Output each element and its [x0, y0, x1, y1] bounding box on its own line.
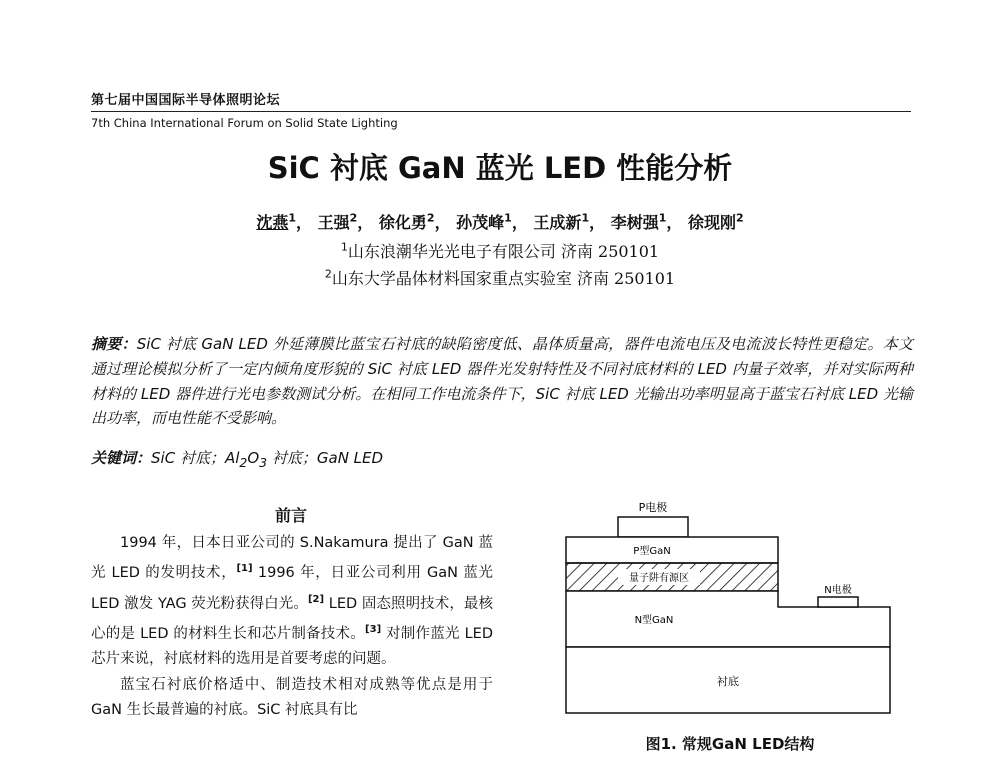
author-name: 李树强	[610, 213, 659, 232]
author-separator: ，	[511, 213, 528, 232]
author-name: 沈燕	[256, 213, 289, 232]
figure-caption: 图1. 常规GaN LED结构	[645, 735, 815, 753]
author-name: 徐现刚	[687, 213, 736, 232]
p-gan-layer	[566, 537, 778, 563]
paper-title: SiC 衬底 GaN 蓝光 LED 性能分析	[267, 151, 733, 185]
author-name: 王成新	[533, 213, 582, 232]
author-separator: ，	[434, 213, 451, 232]
n-gan-label: N型GaN	[634, 615, 674, 626]
paragraph-2: 蓝宝石衬底价格适中、制造技术相对成熟等优点是用于 GaN 生长最普遍的衬底。SiC 衬底具有比	[91, 676, 493, 718]
paragraph-1-part-c: LED 固态照明技术，最核心的是 LED 的材料生长和芯片制备技术。	[91, 595, 493, 642]
citation-1: [1]	[236, 563, 253, 575]
affiliation-1	[0, 239, 1000, 262]
affiliation-text: 山东大学晶体材料国家重点实验室 济南 250101	[331, 269, 676, 288]
n-electrode	[818, 597, 858, 607]
keywords	[91, 447, 383, 470]
n-electrode-label: N电极	[824, 585, 852, 596]
author-affiliation-mark: 1	[288, 211, 297, 225]
paragraph-1-part-a: 1994 年，日本日亚公司的 S.Nakamura 提出了 GaN 蓝光 LED 的发明技术，	[91, 535, 493, 582]
citation-2: [2]	[307, 593, 325, 605]
abstract	[91, 332, 913, 431]
keyword-sub-2: 2	[239, 455, 248, 470]
affiliation-mark: 1	[340, 240, 348, 254]
paragraph-1	[91, 531, 493, 673]
abstract-text: SiC 衬底 GaN LED 外延薄膜比蓝宝石衬底的缺陷密度低、晶体质量高，器件电流电压及电流波长特性更稳定。本文通过理论模拟分析了一定内倾角度形貌的 SiC 衬底 LED 器件光发射特性及不同衬底材料的 LED 内量子效率，并对实际两种材料的 LED 器件进行光电参数测试分析。在相同工作电流条件下，SiC 衬底 LED 光输出功率明显高于蓝宝石衬底 LED 光输出功率，而电性能不受影响。	[91, 335, 913, 428]
conference-name-en: 7th China International Forum on Solid State Lighting	[91, 116, 398, 130]
author-name: 王强	[317, 213, 350, 232]
p-electrode-label: P电极	[638, 501, 668, 514]
substrate-label: 衬底	[717, 675, 739, 688]
paragraph-1-part-b: 1996 年，日亚公司利用 GaN 蓝光 LED 激发 YAG 荧光粉获得白光。	[91, 565, 493, 612]
author-list	[0, 210, 1000, 233]
author-affiliation-mark: 2	[735, 211, 744, 225]
p-gan-label: P型GaN	[633, 546, 671, 557]
body-text	[91, 531, 493, 723]
author-affiliation-mark: 1	[504, 211, 512, 225]
author-separator: ，	[666, 213, 683, 232]
affiliation-2	[0, 266, 1000, 289]
p-electrode	[618, 517, 688, 537]
keyword-o: O	[247, 449, 260, 467]
keyword-sic: SiC 衬底；	[151, 449, 225, 467]
mqw-label: 量子阱有源区	[629, 573, 689, 584]
author-name: 孙茂峰	[456, 213, 505, 232]
author-separator: ，	[296, 213, 313, 232]
author-affiliation-mark: 1	[581, 211, 590, 225]
header-rule	[91, 111, 911, 112]
affiliation-mark: 2	[324, 267, 332, 281]
citation-3: [3]	[365, 623, 382, 635]
keywords-label: 关键词：	[91, 449, 152, 467]
paragraph-1-part-d: 对制作蓝光 LED 芯片来说，衬底材料的选用是首要考虑的问题。	[91, 625, 493, 668]
keyword-sub-3: 3	[259, 455, 268, 470]
led-structure-figure	[560, 495, 900, 723]
author-name: 徐化勇	[378, 213, 427, 232]
author-separator: ，	[589, 213, 606, 232]
keyword-al: Al	[224, 449, 240, 467]
conference-name-cn: 第七届中国国际半导体照明论坛	[91, 93, 281, 108]
keyword-rest: 衬底；GaN LED	[267, 449, 384, 467]
author-affiliation-mark: 2	[426, 211, 435, 225]
led-structure-diagram	[560, 495, 900, 723]
section-heading: 前言	[274, 506, 307, 525]
affiliation-text: 山东浪潮华光光电子有限公司 济南 250101	[347, 242, 660, 261]
author-affiliation-mark: 2	[349, 211, 358, 225]
author-separator: ，	[357, 213, 374, 232]
author-affiliation-mark: 1	[658, 211, 667, 225]
abstract-label: 摘要：	[91, 335, 137, 353]
